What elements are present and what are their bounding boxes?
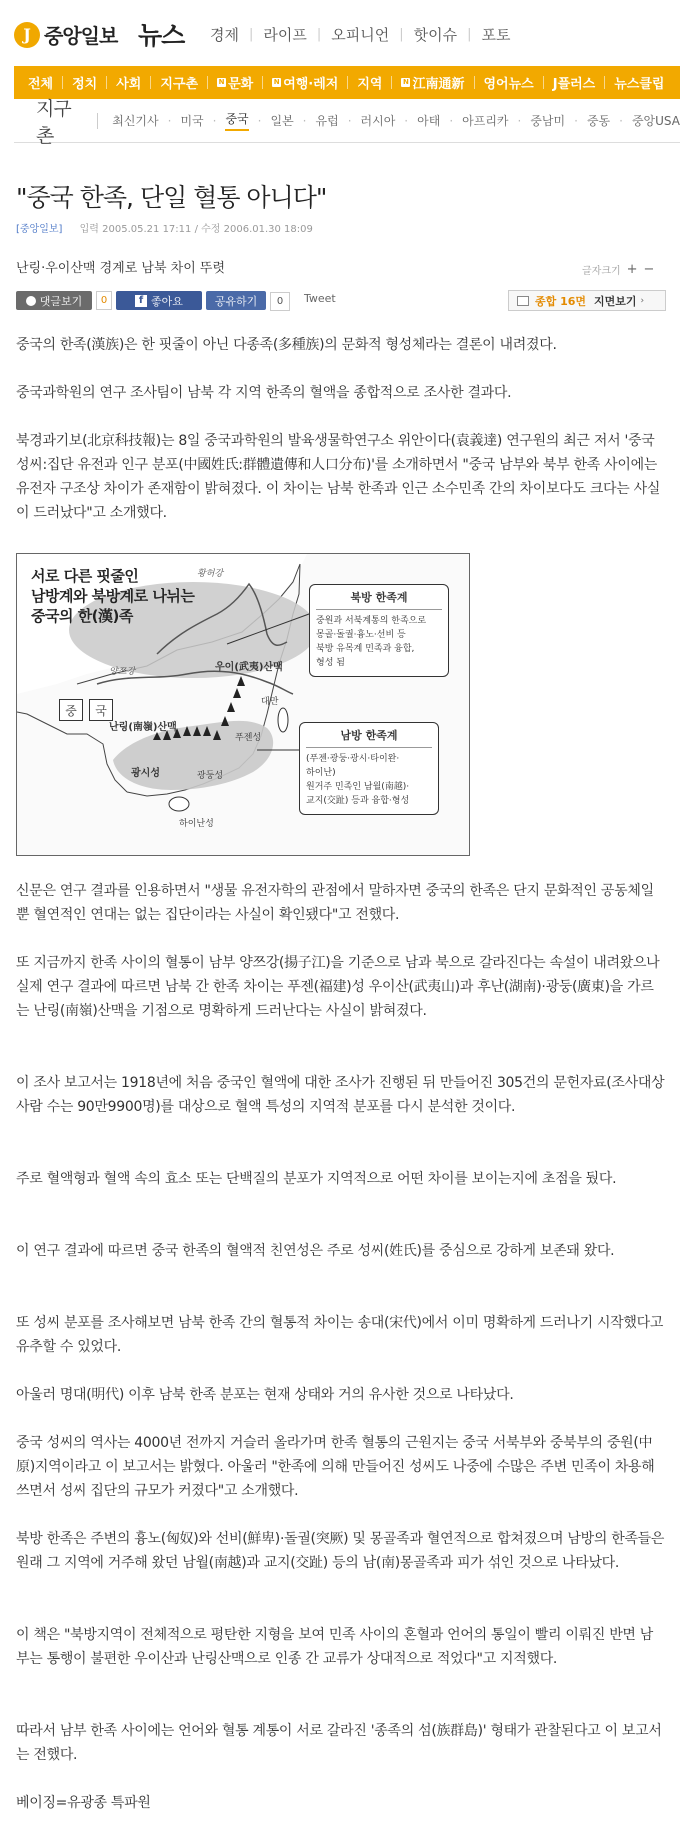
gnb-item-jplus[interactable]: J플러스 bbox=[552, 77, 596, 92]
gnb-separator bbox=[150, 76, 151, 89]
article-paragraph: 북방 한족은 주변의 흉노(匈奴)와 선비(鮮卑)·돌궐(突厥) 및 몽골족과 혈연적으로 합쳐졌으며 남방의 한족들은 원래 그 지역에 거주해 왔던 남월(南越)과 교지(交趾) 등의 남(南)몽골족과 피가 섞인 것으로 나타났다. bbox=[16, 1531, 665, 1571]
gnb-separator bbox=[262, 76, 263, 89]
gnb-item-newsclip[interactable]: 뉴스클립 bbox=[614, 77, 665, 92]
top-nav bbox=[210, 24, 510, 45]
print-edition-link[interactable] bbox=[508, 290, 666, 311]
paper-page: 종합 16면 bbox=[535, 294, 587, 308]
gnb-separator bbox=[347, 76, 348, 89]
subnav-item-middle-east[interactable]: 중동 · bbox=[586, 113, 623, 128]
china-label bbox=[59, 699, 113, 721]
site-logo[interactable] bbox=[14, 20, 117, 49]
topnav-item-opinion[interactable]: 오피니언 bbox=[331, 26, 390, 44]
figure-title-line: 서로 다른 핏줄인 bbox=[31, 567, 139, 585]
article-paragraph: 신문은 연구 결과를 인용하면서 "생물 유전자학의 관점에서 말하자면 중국의 한족은 단지 문화적인 공동체일 뿐 혈연적인 연대는 없는 집단이라는 사실이 확인됐다"고 전했다. bbox=[16, 883, 654, 923]
topnav-item-photo[interactable]: 포토 bbox=[481, 26, 511, 44]
article-paragraph: 중국 성씨의 역사는 4000년 전까지 거슬러 올라가며 한족 혈통의 근원지는 중국 서북부와 중북부의 중원(中原)지역이라고 이 보고서는 밝혔다. 아울러 "한족에 의해 만들어진 성씨도 나중에 수많은 주변 민족이 차용해 쓰면서 성씨 집단의 규모가 커졌다"고 소개했다. bbox=[16, 1435, 655, 1499]
tweet-button[interactable]: Tweet bbox=[304, 292, 336, 305]
article-meta bbox=[16, 220, 313, 235]
south-han-desc: (푸젠·광둥·광시·타이완· bbox=[306, 754, 400, 764]
nanling-label: 난링(南嶺)산맥 bbox=[109, 722, 177, 733]
article-paragraph: 중국과학원의 연구 조사팀이 남북 각 지역 한족의 혈액을 종합적으로 조사한 결과다. bbox=[16, 385, 512, 401]
subnav-item-europe[interactable]: 유럽 · bbox=[315, 113, 352, 128]
world-subnav bbox=[14, 97, 680, 147]
hainan-island bbox=[169, 797, 189, 811]
south-han-desc: 원거주 민족인 남월(南越)· bbox=[306, 782, 410, 792]
guangdong-label: 광둥성 bbox=[197, 771, 224, 781]
subnav-item-asia-pacific[interactable]: 아태 · bbox=[417, 113, 454, 128]
taiwan-label: 대만 bbox=[261, 697, 279, 707]
taiwan-island bbox=[278, 708, 288, 732]
topnav-separator: | bbox=[248, 27, 254, 42]
figure-title bbox=[31, 566, 194, 626]
article-paragraph: 아울러 명대(明代) 이후 남북 한족 분포는 현재 상태와 거의 유사한 것으로 나타났다. bbox=[16, 1387, 514, 1403]
north-han-legend bbox=[309, 584, 449, 677]
china-label-char: 중 bbox=[59, 699, 83, 721]
newspaper-icon bbox=[517, 296, 529, 306]
gnb-separator bbox=[543, 76, 544, 89]
gnb-item-gangnam[interactable]: N 江南通新 bbox=[403, 77, 465, 92]
facebook-icon: f bbox=[135, 295, 147, 307]
gnb-item-society[interactable]: 사회 bbox=[116, 77, 142, 92]
topnav-separator: | bbox=[467, 27, 472, 42]
comment-count: 0 bbox=[96, 291, 112, 310]
north-han-desc: 형성 됨 bbox=[316, 658, 345, 668]
subnav-item-china[interactable]: 중국 bbox=[225, 110, 248, 131]
subnav-item-latin-america[interactable]: 중남미 · bbox=[530, 113, 578, 128]
north-han-desc: 몽골·돌궐·흉노·선비 등 bbox=[316, 630, 406, 640]
article-paragraph: 중국의 한족(漢族)은 한 핏줄이 아닌 다종족(多種族)의 문화적 형성체라는 결론이 내려졌다. bbox=[16, 337, 557, 353]
comment-icon bbox=[26, 296, 36, 306]
topnav-separator: | bbox=[399, 27, 404, 42]
logo-text: 중앙일보 bbox=[44, 24, 118, 48]
gnb-item-politics[interactable]: 정치 bbox=[72, 77, 98, 92]
article-paragraph: 이 연구 결과에 따르면 중국 한족의 혈액적 친연성은 주로 성씨(姓氏)를 중심으로 강하게 보존돼 왔다. bbox=[16, 1243, 615, 1259]
article-paragraph: 이 책은 "북방지역이 전체적으로 평탄한 지형을 보여 민족 사이의 혼혈과 언어의 통일이 빨리 이뤄진 반면 남부는 통행이 불편한 우이산과 난링산맥으로 인종 간 교류가 상대적으로 적었다"고 지적했다. bbox=[16, 1627, 654, 1667]
topnav-item-hot[interactable]: 핫이슈 bbox=[413, 26, 458, 44]
font-size-label: 글자크기 bbox=[582, 266, 621, 277]
gnb-separator bbox=[474, 76, 475, 89]
logo-mark: J bbox=[14, 22, 40, 48]
facebook-like-button[interactable] bbox=[116, 291, 202, 310]
guangxi-label: 광시성 bbox=[131, 768, 160, 779]
figure-title-line: 중국의 한(漢)족 bbox=[31, 607, 133, 625]
view-comments-button[interactable] bbox=[16, 291, 92, 310]
article-byline: 베이징=유광종 특파원 bbox=[16, 1795, 151, 1811]
main-category-nav bbox=[14, 66, 680, 99]
fujian-label: 푸젠성 bbox=[235, 733, 262, 743]
subnav-item-joongang-usa[interactable]: 중앙USA bbox=[631, 114, 680, 128]
subnav-item-latest[interactable]: 최신기사 · bbox=[112, 113, 172, 128]
article-headline: "중국 한족, 단일 혈통 아니다" bbox=[16, 183, 327, 212]
gnb-item-world[interactable]: 지구촌 bbox=[160, 77, 199, 92]
subnav-item-usa[interactable]: 미국 · bbox=[180, 113, 217, 128]
gnb-item-all[interactable]: 전체 bbox=[28, 77, 54, 92]
article-paragraph: 이 조사 보고서는 1918년에 처음 중국인 혈액에 대한 조사가 진행된 뒤 만들어진 305건의 문헌자료(조사대상 사람 수는 90만9900명)를 대상으로 혈액 특성의 지역적 분포를 다시 분석한 것이다. bbox=[16, 1075, 665, 1115]
new-badge-icon: N bbox=[403, 78, 409, 86]
topnav-separator: | bbox=[316, 27, 322, 42]
article-dates: 입력 2005.05.21 17:11 / 수정 2006.01.30 18:09 bbox=[79, 224, 313, 235]
han-distribution-map bbox=[16, 553, 470, 856]
wuyi-label: 우이(武夷)산맥 bbox=[215, 662, 283, 673]
article-paragraph: 또 지금까지 한족 사이의 혈통이 남부 양쯔강(揚子江)을 기준으로 남과 북으로 갈라진다는 속설이 내려왔으나 실제 연구 결과에 따르면 남북 간 한족 차이는 푸젠(福建)성 우이산(武夷山)과 후난(湖南)·광둥(廣東)을 가르는 난링(南嶺)산맥을 기점으로 명확하게 드러난다는 사실이 밝혀졌다. bbox=[16, 955, 660, 1019]
south-han-desc: 교지(交趾) 등과 융합·형성 bbox=[306, 796, 410, 806]
article-paragraph: 또 성씨 분포를 조사해보면 남북 한족 간의 혈통적 차이는 송대(宋代)에서 이미 명확하게 드러나기 시작했다고 유추할 수 있었다. bbox=[16, 1315, 664, 1355]
subnav-item-russia[interactable]: 러시아 · bbox=[360, 113, 409, 128]
subnav-title[interactable]: 지구촌 bbox=[36, 97, 71, 147]
article-subhead: 난링·우이산맥 경계로 남북 차이 뚜렷 bbox=[16, 261, 226, 276]
south-han-desc: 하이난) bbox=[306, 768, 336, 778]
subnav-item-africa[interactable]: 아프리카 · bbox=[462, 113, 522, 128]
article-source[interactable]: [중앙일보] bbox=[16, 224, 63, 235]
yellow-river-label: 황허강 bbox=[197, 569, 224, 579]
south-han-legend bbox=[299, 722, 439, 815]
north-han-desc: 중원과 서북계통의 한족으로 bbox=[316, 616, 427, 626]
view-comments-label: 댓글보기 bbox=[39, 294, 83, 308]
china-label-char: 국 bbox=[89, 699, 113, 721]
hainan-label: 하이난성 bbox=[179, 819, 214, 829]
share-toolbar bbox=[16, 289, 666, 313]
view-print-edition-label: 지면보기 bbox=[594, 294, 637, 308]
figure-title-line: 남방계와 북방계로 나뉘는 bbox=[31, 587, 195, 605]
gnb-item-travel[interactable]: N 여행·레저 bbox=[273, 77, 339, 92]
subnav-divider bbox=[97, 113, 98, 129]
gnb-separator bbox=[106, 76, 107, 89]
gnb-separator bbox=[391, 76, 392, 89]
chevron-right-icon: › bbox=[640, 295, 645, 306]
new-badge-icon: N bbox=[273, 78, 280, 86]
article-paragraph: 북경과기보(北京科技報)는 8일 중국과학원의 발육생물학연구소 위안이다(袁義達) 연구원의 최근 저서 '중국 성씨:집단 유전과 인구 분포(中國姓氏:群體遺傳和人口分布)'를 소개하면서 "중국 남부와 북부 한족 사이에는 유전자 구조상 차이가 존재함이 밝혀졌다. 이 차이는 남북 한족과 인근 소수민족 간의 차이보다도 크다는 사실이 드러났다"고 소개했다. bbox=[16, 433, 661, 521]
section-title[interactable]: 뉴스 bbox=[138, 21, 185, 50]
gnb-item-english-news[interactable]: 영어뉴스 bbox=[483, 77, 534, 92]
topnav-item-economy[interactable]: 경제 bbox=[210, 26, 239, 44]
new-badge-icon: N bbox=[218, 78, 225, 86]
font-increase-button[interactable]: + bbox=[626, 262, 638, 277]
article-paragraph: 주로 혈액형과 혈액 속의 효소 또는 단백질의 분포가 지역적으로 어떤 차이를 보이는지에 초점을 뒀다. bbox=[16, 1171, 617, 1187]
article-paragraph: 따라서 남부 한족 사이에는 언어와 혈통 계통이 서로 갈라진 '종족의 섬(族群島)' 형태가 관찰된다고 이 보고서는 전했다. bbox=[16, 1723, 662, 1763]
like-label: 좋아요 bbox=[151, 294, 183, 308]
topnav-item-life[interactable]: 라이프 bbox=[263, 26, 307, 44]
gnb-separator bbox=[62, 76, 63, 89]
gnb-separator bbox=[604, 76, 605, 89]
share-count: 0 bbox=[270, 292, 290, 311]
north-han-desc: 북방 유목계 민족과 융합, bbox=[316, 644, 415, 654]
south-han-title: 남방 한족계 bbox=[306, 729, 432, 748]
facebook-share-button[interactable]: 공유하기 bbox=[206, 291, 266, 310]
font-decrease-button[interactable]: − bbox=[643, 262, 655, 277]
yangtze-label: 양쯔강 bbox=[109, 667, 136, 677]
gnb-item-region[interactable]: 지역 bbox=[357, 77, 383, 92]
site-header bbox=[0, 0, 680, 66]
font-size-control bbox=[582, 262, 654, 277]
gnb-item-culture[interactable]: N 문화 bbox=[218, 77, 254, 92]
north-han-title: 북방 한족계 bbox=[316, 591, 442, 610]
subnav-item-japan[interactable]: · 일본 · bbox=[257, 113, 307, 128]
gnb-separator bbox=[207, 76, 208, 89]
